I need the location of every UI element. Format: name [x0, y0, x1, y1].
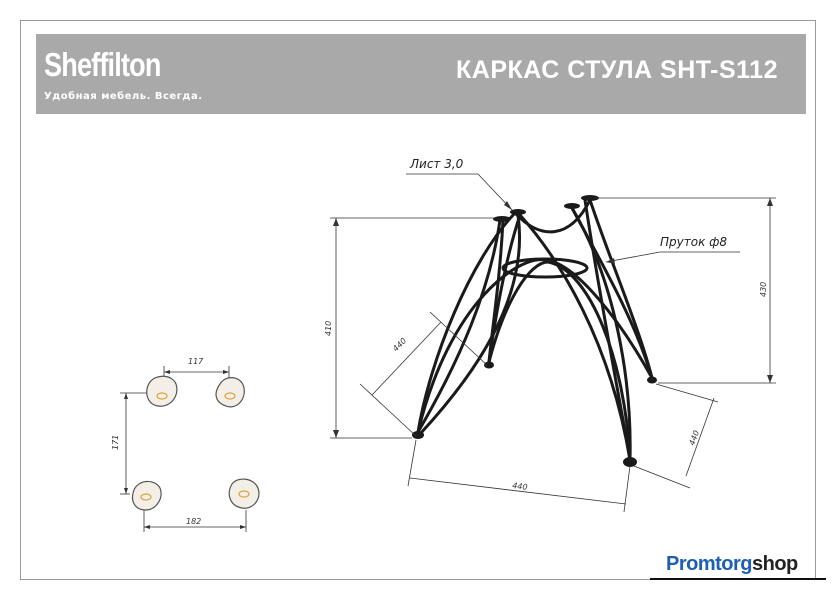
plates	[133, 376, 259, 510]
mount-plates	[493, 195, 599, 222]
dimension-arrows	[333, 198, 773, 438]
watermark-underline	[650, 578, 826, 580]
brand-logo: Sheffilton	[44, 46, 161, 83]
dim-span-left: 440	[391, 336, 409, 354]
dim-span-right: 440	[687, 429, 702, 447]
foot	[412, 431, 424, 439]
plate-outline	[216, 378, 244, 407]
leg-arc	[520, 215, 630, 460]
product-title: КАРКАС СТУЛА SHT-S112	[456, 56, 778, 84]
dim-height-left: 410	[324, 320, 333, 336]
foot	[623, 457, 637, 467]
dim-bottom-spacing: 182	[186, 517, 202, 526]
dim-height-right: 430	[759, 281, 768, 297]
cross-arc	[418, 260, 652, 432]
plate-outline	[147, 376, 177, 406]
dim-span-front: 440	[511, 481, 529, 492]
watermark-part-1: Promtorg	[666, 553, 752, 575]
mount-plate	[564, 203, 580, 209]
chair-frame	[418, 200, 652, 460]
foot	[484, 362, 494, 369]
plate-outline	[229, 479, 259, 508]
mount-plate	[493, 216, 511, 222]
plate-outline	[133, 481, 162, 510]
watermark-logo	[666, 553, 798, 576]
label-rod-diameter: Пруток ф8	[660, 235, 728, 249]
mount-plate	[510, 209, 526, 215]
dim-top-spacing: 117	[188, 357, 204, 366]
watermark-part-2: shop	[752, 553, 798, 575]
brand-tagline: Удобная мебель. Всегда.	[44, 91, 203, 102]
mounting-plan	[111, 357, 259, 532]
dim-side-spacing: 171	[111, 434, 120, 450]
label-sheet-thickness: Лист 3,0	[410, 157, 464, 171]
foot	[647, 377, 657, 384]
